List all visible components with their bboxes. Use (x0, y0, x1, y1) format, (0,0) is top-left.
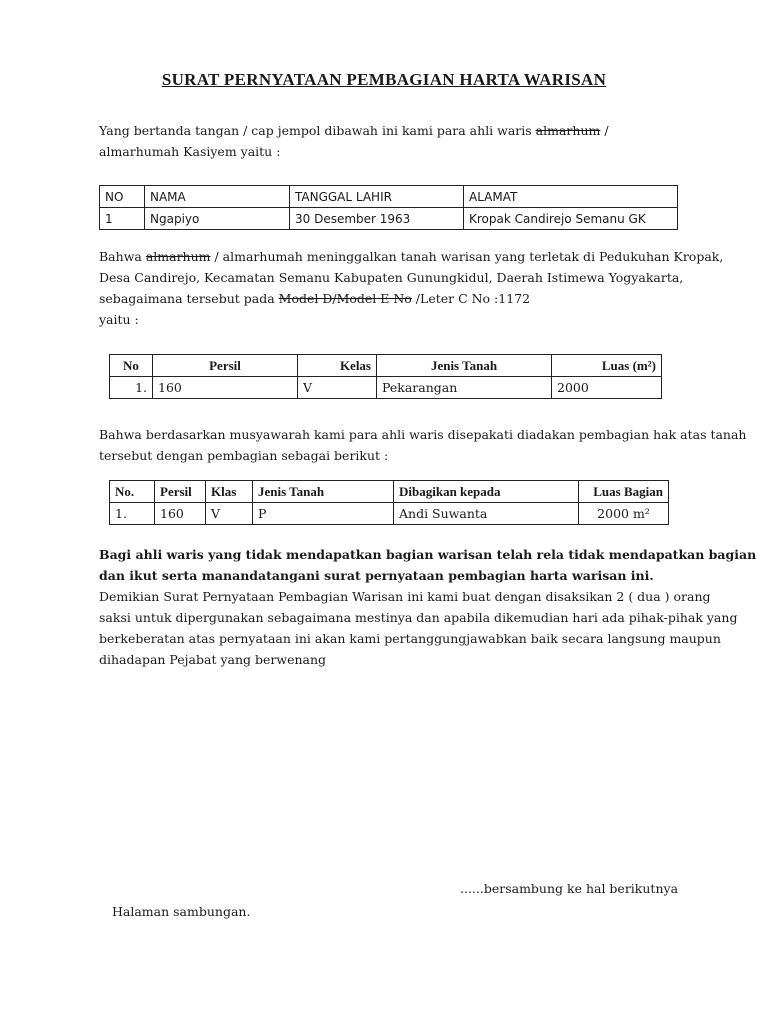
land-line4: yaitu : (99, 312, 139, 327)
header-cell: Dibagikan kepada (394, 481, 579, 503)
continuation-page-label: Halaman sambungan. (112, 904, 251, 919)
cell: P (253, 503, 394, 525)
cell: 1. (110, 503, 155, 525)
cell: 160 (155, 503, 206, 525)
agreement-line1: Bahwa berdasarkan musyawarah kami para ahli waris disepakati diadakan pembagian hak atas tanah (99, 427, 747, 442)
closing-line4: saksi untuk dipergunakan sebagaimana mestinya dan apabila dikemudian hari ada pihak-pihak yang (99, 610, 738, 625)
cell: 1 (100, 208, 145, 230)
header-cell: Persil (153, 355, 298, 377)
land-line2: Desa Candirejo, Kecamatan Semanu Kabupaten Gunungkidul, Daerah Istimewa Yogyakarta, (99, 270, 684, 285)
cell: 1. (110, 377, 153, 399)
agreement-line2: tersebut dengan pembagian sebagai berikut : (99, 448, 389, 463)
header-cell: Persil (155, 481, 206, 503)
header-cell: Jenis Tanah (253, 481, 394, 503)
land-table (109, 354, 662, 399)
land-paragraph (99, 246, 724, 330)
header-cell: Klas (206, 481, 253, 503)
header-cell: Luas Bagian (579, 481, 669, 503)
header-cell: No. (110, 481, 155, 503)
closing-paragraph (99, 544, 757, 670)
land-strike-2: Model D/Model E No (278, 291, 412, 306)
land-text-c: sebagaimana tersebut pada (99, 291, 279, 306)
cell: Pekarangan (377, 377, 552, 399)
intro-line2: almarhumah Kasiyem yaitu : (99, 144, 281, 159)
document-title: SURAT PERNYATAAN PEMBAGIAN HARTA WARISAN (161, 70, 607, 89)
header-cell: Kelas (298, 355, 377, 377)
header-cell: TANGGAL LAHIR (290, 186, 464, 208)
header-cell: ALAMAT (464, 186, 678, 208)
land-table-header (110, 355, 662, 377)
intro-text-b: / (600, 123, 609, 138)
intro-strike: almarhum (535, 123, 601, 138)
header-cell: Luas (m²) (552, 355, 662, 377)
land-strike-1: almarhum (145, 249, 211, 264)
closing-bold-line1: Bagi ahli waris yang tidak mendapatkan bagian warisan telah rela tidak mendapatkan bagian (99, 547, 757, 562)
header-cell: NO (100, 186, 145, 208)
header-cell: NAMA (145, 186, 290, 208)
cell: V (206, 503, 253, 525)
heirs-table-header (100, 186, 678, 208)
closing-line3: Demikian Surat Pernyataan Pembagian Warisan ini kami buat dengan disaksikan 2 ( dua ) orang (99, 589, 711, 604)
division-table-header (110, 481, 669, 503)
cell: 2000 m² (579, 503, 669, 525)
land-text-a: Bahwa (99, 249, 146, 264)
heirs-table (99, 185, 678, 230)
header-cell: No (110, 355, 153, 377)
header-cell: Jenis Tanah (377, 355, 552, 377)
cell: 2000 (552, 377, 662, 399)
closing-line6: dihadapan Pejabat yang berwenang (99, 652, 327, 667)
cell: V (298, 377, 377, 399)
intro-paragraph (99, 120, 719, 162)
table-row (110, 377, 662, 399)
table-row (100, 208, 678, 230)
continued-note: ......bersambung ke hal berikutnya (460, 881, 679, 896)
closing-bold-line2: dan ikut serta manandatangani surat pernyataan pembagian harta warisan ini. (99, 568, 654, 583)
division-table (109, 480, 669, 525)
closing-line5: berkeberatan atas pernyataan ini akan kami pertanggungjawabkan baik secara langsung maupun (99, 631, 721, 646)
intro-text-a: Yang bertanda tangan / cap jempol dibawah ini kami para ahli waris (99, 123, 536, 138)
land-text-b: / almarhumah meninggalkan tanah warisan yang terletak di Pedukuhan Kropak, (210, 249, 724, 264)
agreement-paragraph (99, 424, 747, 466)
table-row (110, 503, 669, 525)
cell: 160 (153, 377, 298, 399)
cell: 30 Desember 1963 (290, 208, 464, 230)
cell: Kropak Candirejo Semanu GK (464, 208, 678, 230)
cell: Andi Suwanta (394, 503, 579, 525)
land-text-d: /Leter C No :1172 (411, 291, 531, 306)
cell: Ngapiyo (145, 208, 290, 230)
